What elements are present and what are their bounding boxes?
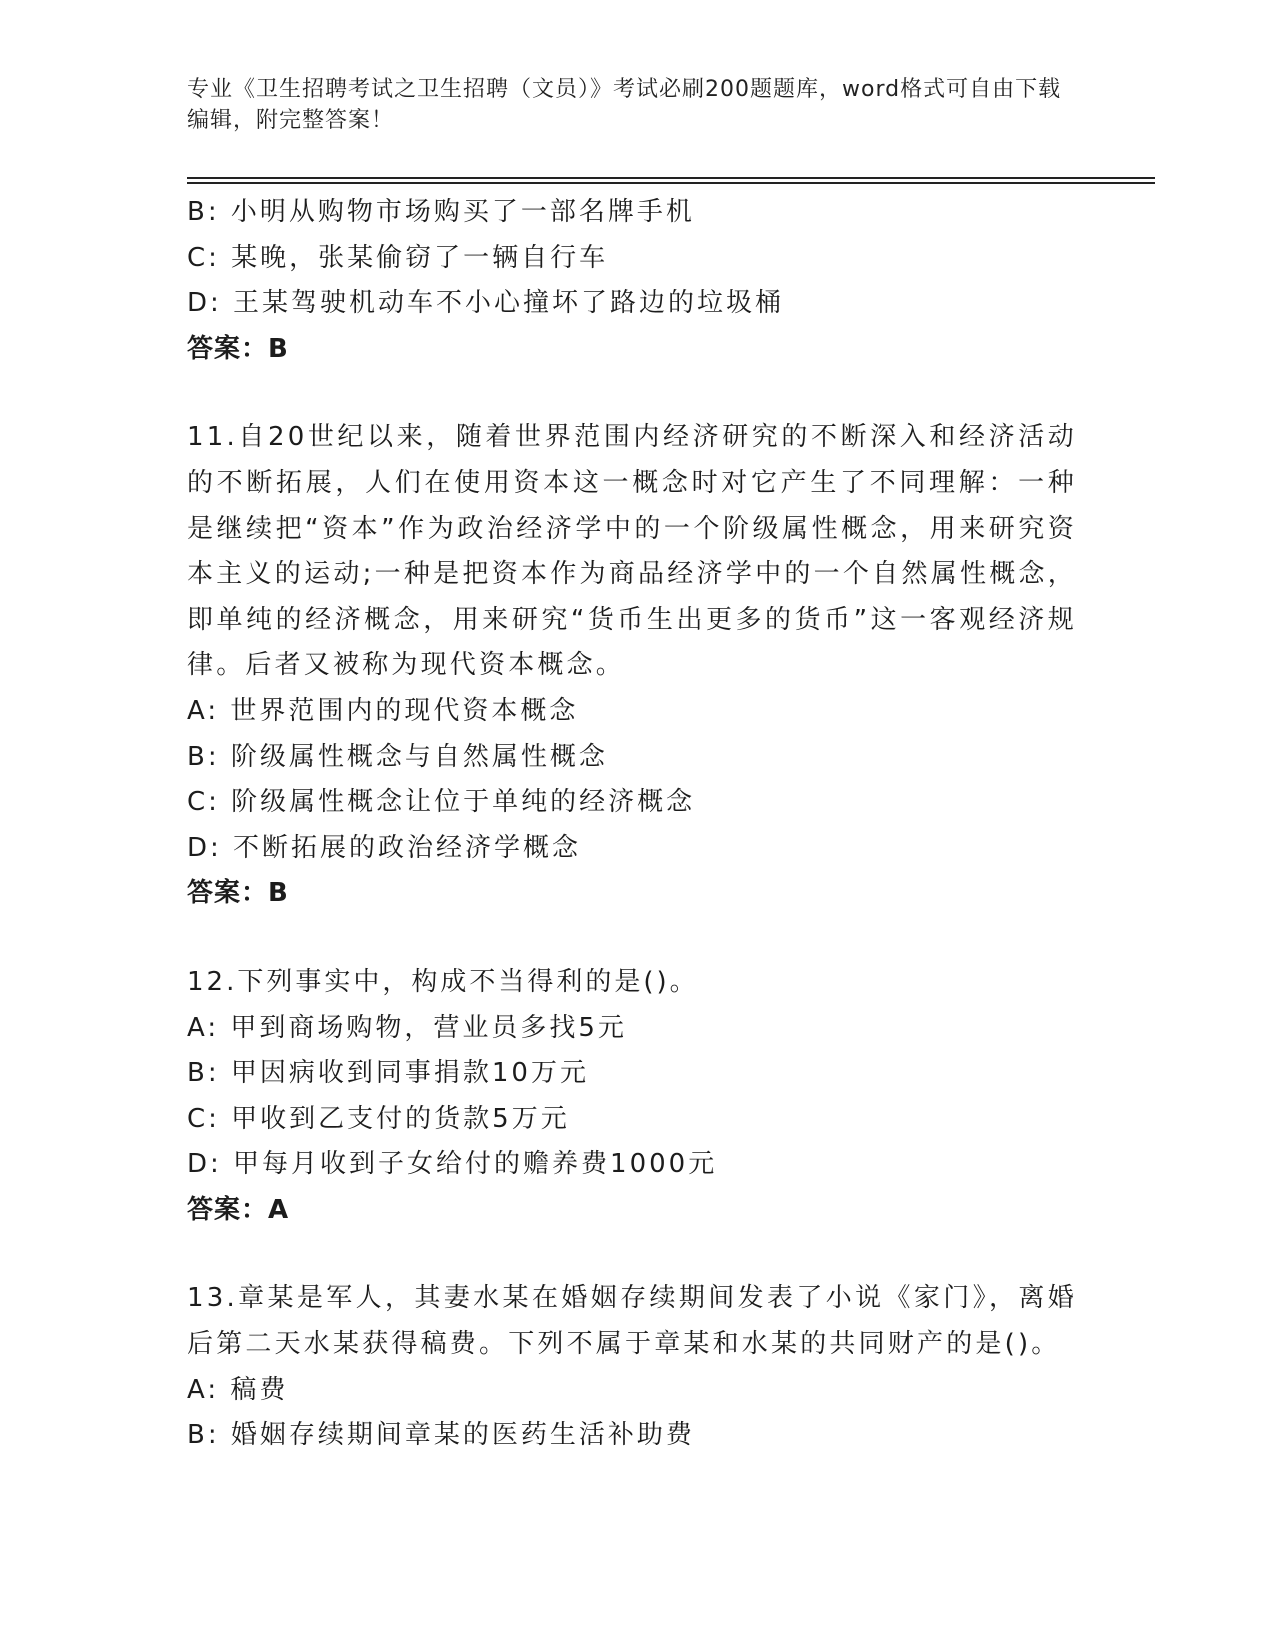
spacer xyxy=(187,1233,1077,1276)
spacer xyxy=(187,372,1077,415)
option-d: D: 王某驾驶机动车不小心撞坏了路边的垃圾桶 xyxy=(187,288,785,319)
option-c: C: 阶级属性概念让位于单纯的经济概念 xyxy=(187,787,696,818)
option-a: A: 世界范围内的现代资本概念 xyxy=(187,695,579,726)
header-divider-top xyxy=(187,177,1155,179)
answer: 答案：B xyxy=(187,878,289,909)
option-b: B: 婚姻存续期间章某的医药生活补助费 xyxy=(187,1420,695,1451)
option-c: C: 某晚，张某偷窃了一辆自行车 xyxy=(187,242,609,273)
question-stem: 13.章某是军人，其妻水某在婚姻存续期间发表了小说《家门》，离婚后第二天水某获得稿费。下列不属于章某和水某的共同财产的是()。 xyxy=(187,1283,1077,1360)
answer: 答案：A xyxy=(187,1194,290,1225)
option-c: C: 甲收到乙支付的货款5万元 xyxy=(187,1103,570,1134)
document-header: 专业《卫生招聘考试之卫生招聘（文员）》考试必刷200题题库，word格式可自由下载编辑，附完整答案！ xyxy=(187,77,1062,133)
question-12 xyxy=(187,960,1077,1234)
question-11 xyxy=(187,415,1077,917)
question-10-continued xyxy=(187,190,1077,372)
header-divider-bottom xyxy=(187,182,1155,184)
option-b: B: 甲因病收到同事捐款10万元 xyxy=(187,1058,589,1089)
question-13 xyxy=(187,1276,1077,1458)
option-a: A: 甲到商场购物，营业员多找5元 xyxy=(187,1012,627,1043)
question-stem: 11.自20世纪以来，随着世界范围内经济研究的不断深入和经济活动的不断拓展，人们在使用资本这一概念时对它产生了不同理解：一种是继续把“资本”作为政治经济学中的一个阶级属性概念，用来研究资本主义的运动;一种是把资本作为商品经济学中的一个自然属性概念，即单纯的经济概念，用来研究“货币生出更多的货币”这一客观经济规律。后者又被称为现代资本概念。 xyxy=(187,422,1077,681)
option-b: B: 阶级属性概念与自然属性概念 xyxy=(187,741,608,772)
option-a: A: 稿费 xyxy=(187,1374,289,1405)
option-b: B: 小明从购物市场购买了一部名牌手机 xyxy=(187,197,695,227)
question-list xyxy=(187,190,1077,1459)
answer: 答案：B xyxy=(187,333,289,364)
option-d: D: 甲每月收到子女给付的赡养费1000元 xyxy=(187,1149,718,1180)
spacer xyxy=(187,917,1077,960)
question-stem: 12.下列事实中，构成不当得利的是()。 xyxy=(187,966,699,997)
option-d: D: 不断拓展的政治经济学概念 xyxy=(187,832,582,863)
